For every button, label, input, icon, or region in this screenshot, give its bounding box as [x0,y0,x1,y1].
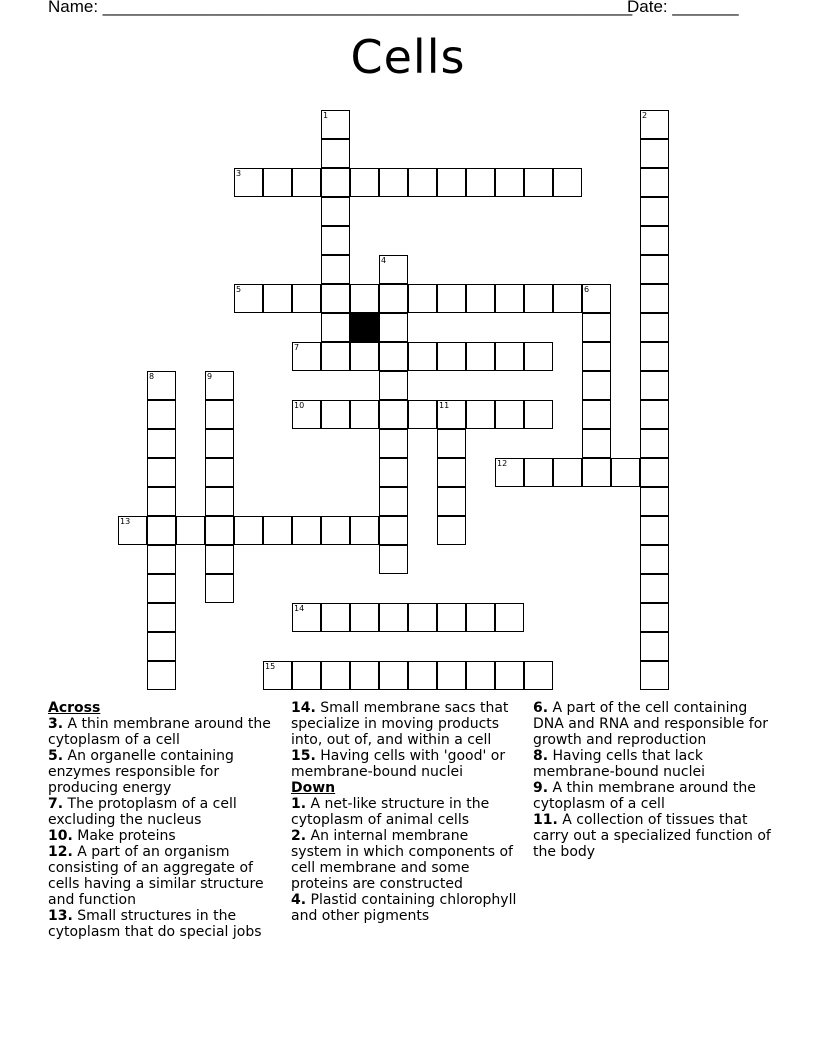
crossword-cell[interactable] [437,458,466,487]
crossword-cell[interactable] [437,603,466,632]
crossword-cell[interactable] [524,400,553,429]
crossword-cell[interactable] [524,661,553,690]
crossword-cell[interactable] [524,342,553,371]
crossword-cell[interactable] [292,400,321,429]
crossword-cell[interactable] [495,400,524,429]
crossword-cell[interactable] [205,371,234,400]
clue-down-8: 8. Having cells that lack membrane-bound nuclei [533,748,706,780]
crossword-cell[interactable] [640,400,669,429]
crossword-cell[interactable] [495,661,524,690]
crossword-cell[interactable] [437,342,466,371]
crossword-cell[interactable] [321,342,350,371]
clue-number: 14 [294,604,305,613]
crossword-cell[interactable] [321,255,350,284]
clue-number: 8 [149,372,155,381]
crossword-cell[interactable] [321,400,350,429]
clue-across-5: 5. An organelle containing enzymes responsible for producing energy [48,748,234,796]
crossword-cell[interactable] [147,516,176,545]
down-heading: Down [291,780,336,796]
crossword-cell[interactable] [640,545,669,574]
crossword-cell[interactable] [234,168,263,197]
clue-down-4: 4. Plastid containing chlorophyll and other pigments [291,892,517,924]
crossword-cell[interactable] [437,661,466,690]
crossword-cell[interactable] [147,574,176,603]
crossword-cell[interactable] [495,168,524,197]
crossword-cell[interactable] [437,516,466,545]
crossword-cell[interactable] [350,603,379,632]
crossword-cell[interactable] [495,342,524,371]
crossword-cell[interactable] [379,661,408,690]
crossword-cell[interactable] [118,516,147,545]
crossword-cell[interactable] [437,168,466,197]
crossword-cell[interactable] [524,284,553,313]
crossword-cell[interactable] [379,603,408,632]
crossword-cell[interactable] [379,168,408,197]
crossword-cell[interactable] [234,284,263,313]
crossword-cell[interactable] [640,487,669,516]
crossword-cell[interactable] [408,661,437,690]
clue-down-6: 6. A part of the cell containing DNA and RNA and responsible for growth and reproduction [533,700,769,748]
crossword-cell[interactable] [292,168,321,197]
crossword-cell[interactable] [582,429,611,458]
across-heading: Across [48,700,101,716]
clue-number: 1 [323,111,329,120]
clue-number: 5 [236,285,242,294]
clue-down-11: 11. A collection of tissues that carry out a specialized function of the body [533,812,771,860]
crossword-cell[interactable] [321,110,350,139]
black-square [350,313,379,342]
crossword-cell[interactable] [263,516,292,545]
crossword-cell[interactable] [466,284,495,313]
crossword-cell[interactable] [640,168,669,197]
crossword-cell[interactable] [495,603,524,632]
clue-down-2: 2. An internal membrane system in which components of cell membrane and some proteins are constructed [291,828,513,892]
clue-across-12: 12. A part of an organism consisting of an aggregate of cells having a similar structure and function [48,844,264,908]
crossword-cell[interactable] [437,284,466,313]
crossword-cell[interactable] [640,197,669,226]
crossword-cell[interactable] [495,458,524,487]
crossword-cell[interactable] [321,661,350,690]
crossword-cell[interactable] [292,516,321,545]
crossword-cell[interactable] [640,516,669,545]
crossword-cell[interactable] [147,400,176,429]
clues-column-2 [291,700,523,924]
crossword-cell[interactable] [582,458,611,487]
crossword-cell[interactable] [321,313,350,342]
clues-column-3 [533,700,773,860]
crossword-cell[interactable] [321,168,350,197]
crossword-cell[interactable] [553,284,582,313]
crossword-cell[interactable] [466,168,495,197]
crossword-cell[interactable] [292,284,321,313]
crossword-cell[interactable] [263,284,292,313]
crossword-cell[interactable] [379,284,408,313]
crossword-cell[interactable] [147,487,176,516]
crossword-cell[interactable] [408,400,437,429]
clue-down-1: 1. A net-like structure in the cytoplasm of animal cells [291,796,490,828]
crossword-cell[interactable] [640,313,669,342]
crossword-cell[interactable] [466,661,495,690]
clue-number: 7 [294,343,300,352]
crossword-cell[interactable] [147,429,176,458]
crossword-cell[interactable] [350,661,379,690]
clue-number: 11 [439,401,450,410]
crossword-cell[interactable] [640,371,669,400]
crossword-cell[interactable] [582,313,611,342]
crossword-cell[interactable] [321,284,350,313]
clue-across-3: 3. A thin membrane around the cytoplasm of a cell [48,716,271,748]
crossword-cell[interactable] [640,110,669,139]
clue-across-15: 15. Having cells with 'good' or membrane-bound nuclei [291,748,506,780]
clue-number: 6 [584,285,590,294]
crossword-cell[interactable] [147,458,176,487]
clue-across-14: 14. Small membrane sacs that specialize in moving products into, out of, and within a cell [291,700,509,748]
crossword-cell[interactable] [263,661,292,690]
clue-number: 12 [497,459,508,468]
crossword-cell[interactable] [582,400,611,429]
crossword-cell[interactable] [321,226,350,255]
crossword-cell[interactable] [379,429,408,458]
clue-number: 4 [381,256,387,265]
crossword-cell[interactable] [350,516,379,545]
crossword-cell[interactable] [640,429,669,458]
crossword-cell[interactable] [147,603,176,632]
crossword-cell[interactable] [147,545,176,574]
crossword-cell[interactable] [321,603,350,632]
date-field[interactable]: Date: _______ [627,0,739,16]
crossword-cell[interactable] [466,342,495,371]
crossword-cell[interactable] [205,400,234,429]
clue-number: 3 [236,169,242,178]
crossword-cell[interactable] [582,371,611,400]
crossword-cell[interactable] [379,458,408,487]
crossword-cell[interactable] [466,603,495,632]
crossword-cell[interactable] [379,545,408,574]
crossword-cell[interactable] [640,574,669,603]
clues-column-1 [48,700,280,940]
crossword-cell[interactable] [147,371,176,400]
crossword-cell[interactable] [640,661,669,690]
clue-number: 10 [294,401,305,410]
crossword-cell[interactable] [582,284,611,313]
clue-number: 15 [265,662,276,671]
crossword-cell[interactable] [640,255,669,284]
crossword-cell[interactable] [205,545,234,574]
crossword-cell[interactable] [408,342,437,371]
crossword-cell[interactable] [379,342,408,371]
clue-across-10: 10. Make proteins [48,828,176,844]
crossword-cell[interactable] [524,458,553,487]
crossword-cell[interactable] [582,342,611,371]
crossword-cell[interactable] [437,429,466,458]
clue-number: 13 [120,517,131,526]
crossword-cell[interactable] [205,458,234,487]
crossword-cell[interactable] [437,487,466,516]
crossword-cell[interactable] [350,284,379,313]
crossword-cell[interactable] [321,197,350,226]
crossword-cell[interactable] [350,168,379,197]
crossword-cell[interactable] [611,458,640,487]
crossword-cell[interactable] [379,371,408,400]
crossword-cell[interactable] [205,487,234,516]
crossword-cell[interactable] [292,661,321,690]
crossword-cell[interactable] [147,632,176,661]
crossword-cell[interactable] [379,400,408,429]
page-title: Cells [350,30,466,84]
crossword-cell[interactable] [292,342,321,371]
crossword-cell[interactable] [408,168,437,197]
crossword-cell[interactable] [379,487,408,516]
crossword-cell[interactable] [640,342,669,371]
crossword-cell[interactable] [495,284,524,313]
clue-across-13: 13. Small structures in the cytoplasm that do special jobs [48,908,262,940]
crossword-cell[interactable] [408,603,437,632]
clue-across-7: 7. The protoplasm of a cell excluding the nucleus [48,796,237,828]
crossword-cell[interactable] [350,400,379,429]
crossword-cell[interactable] [640,139,669,168]
crossword-cell[interactable] [408,284,437,313]
crossword-cell[interactable] [524,168,553,197]
crossword-cell[interactable] [234,516,263,545]
crossword-cell[interactable] [553,168,582,197]
crossword-cell[interactable] [292,603,321,632]
clue-number: 9 [207,372,213,381]
crossword-cell[interactable] [205,516,234,545]
crossword-cell[interactable] [437,400,466,429]
crossword-cell[interactable] [640,603,669,632]
crossword-cell[interactable] [205,429,234,458]
crossword-cell[interactable] [176,516,205,545]
crossword-cell[interactable] [350,342,379,371]
name-field[interactable]: Name: ________________________________________________________ [48,0,633,16]
crossword-cell[interactable] [263,168,292,197]
crossword-cell[interactable] [205,574,234,603]
crossword-cell[interactable] [379,313,408,342]
crossword-cell[interactable] [321,139,350,168]
clue-down-9: 9. A thin membrane around the cytoplasm of a cell [533,780,756,812]
crossword-cell[interactable] [379,516,408,545]
crossword-cell[interactable] [640,632,669,661]
crossword-cell[interactable] [147,661,176,690]
crossword-cell[interactable] [640,458,669,487]
clue-number: 2 [642,111,648,120]
crossword-cell[interactable] [321,516,350,545]
crossword-cell[interactable] [553,458,582,487]
crossword-cell[interactable] [466,400,495,429]
crossword-cell[interactable] [640,284,669,313]
crossword-cell[interactable] [640,226,669,255]
crossword-cell[interactable] [379,255,408,284]
